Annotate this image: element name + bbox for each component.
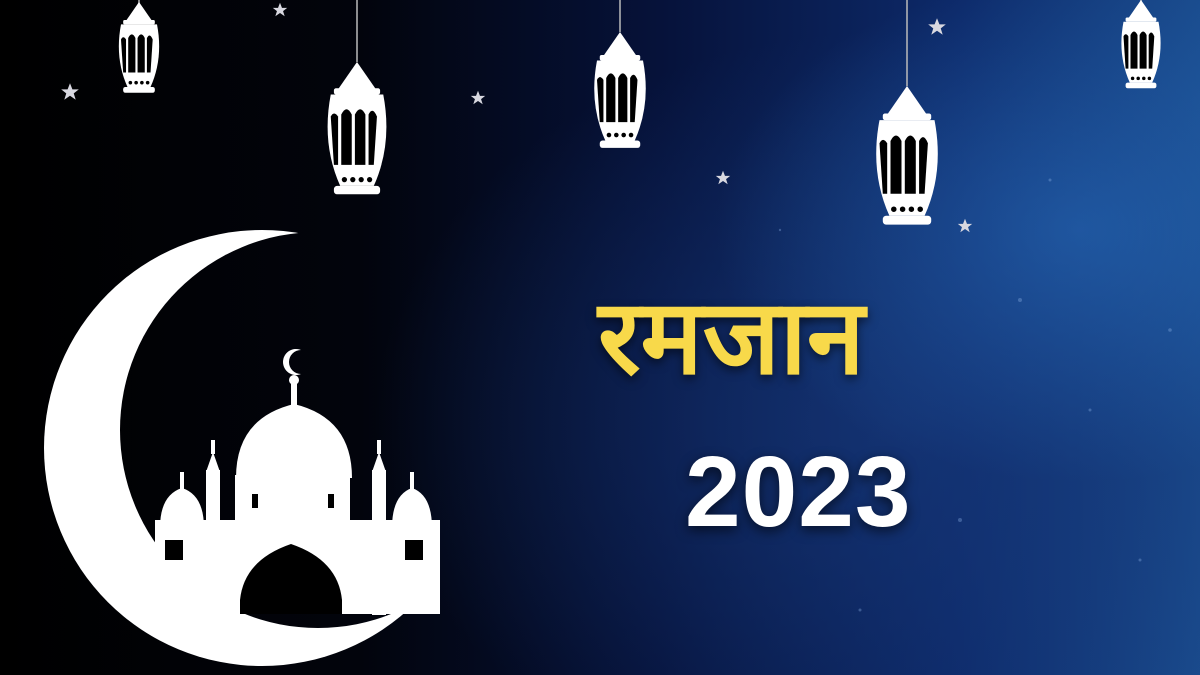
star-icon (61, 3, 972, 233)
lantern-icon (119, 0, 159, 93)
lantern-icon (328, 0, 387, 194)
banner-year: 2023 (685, 436, 912, 548)
banner-title-hindi: रमजान (598, 276, 865, 398)
lantern-icon (876, 0, 938, 225)
lantern-icon (594, 0, 646, 148)
lantern-icon (1121, 0, 1160, 88)
